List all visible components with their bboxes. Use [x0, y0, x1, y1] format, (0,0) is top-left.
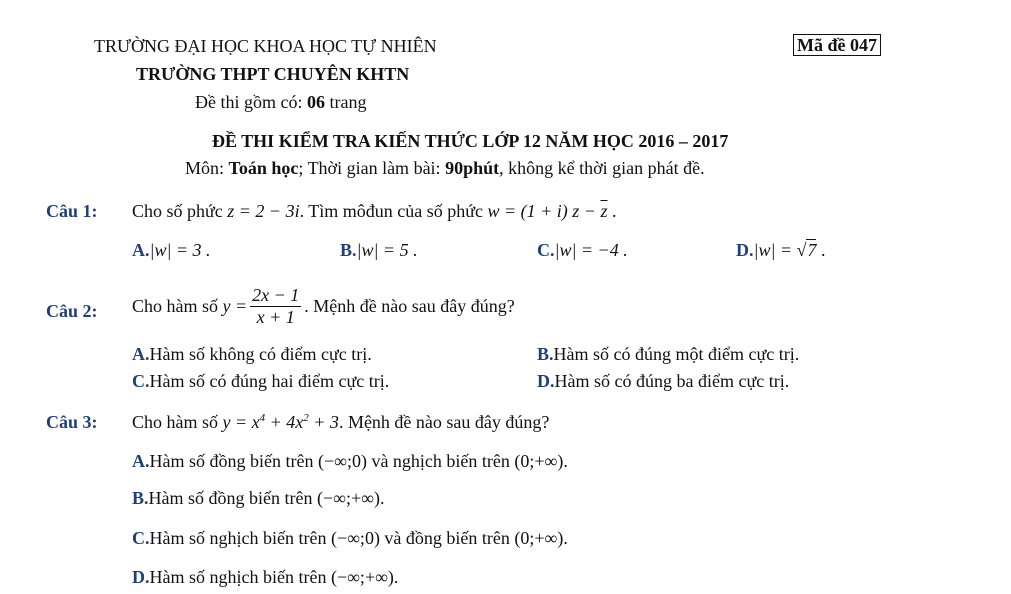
page-count-line: Đề thi gồm có: 06 trang: [195, 92, 367, 112]
school-name: TRƯỜNG THPT CHUYÊN KHTN: [136, 64, 410, 84]
q2-option-c[interactable]: C.Hàm số có đúng hai điểm cực trị.: [132, 371, 390, 391]
q3-option-c[interactable]: C.Hàm số nghịch biến trên (−∞;0) và đồng biến trên (0;+∞).: [132, 528, 568, 548]
question-2-label: Câu 2:: [46, 301, 98, 321]
exam-code: Mã đề 047: [793, 34, 881, 56]
question-3-text: Cho hàm số $y = x^4 + 4x^2 + 3$. Mệnh đề nào sau đây đúng?: [132, 412, 550, 432]
q1-option-a[interactable]: A.|w| = 3 .: [132, 240, 211, 260]
q1-option-b[interactable]: B.|w| = 5 .: [340, 240, 418, 260]
question-1-text: Cho số phức z = 2 − 3i. Tìm môđun của số phức w = (1 + i) $z - \overline{z}$ .: [132, 201, 617, 221]
q3-option-b[interactable]: B.Hàm số đồng biến trên (−∞;+∞).: [132, 488, 385, 508]
q1-option-d[interactable]: D.|w| = √7 .: [736, 240, 826, 260]
q2-option-a[interactable]: A.Hàm số không có điểm cực trị.: [132, 344, 372, 364]
exam-code-box: [793, 35, 881, 56]
q2-option-b[interactable]: B.Hàm số có đúng một điểm cực trị.: [537, 344, 800, 364]
q2-option-d[interactable]: D.Hàm số có đúng ba điểm cực trị.: [537, 371, 790, 391]
fraction: $\frac{2x - 1}{x + 1}$: [252, 285, 300, 327]
question-2-text: Cho hàm số y = $\frac{2x - 1}{x + 1}$ . Mệnh đề nào sau đây đúng?: [132, 285, 515, 327]
question-1-label: Câu 1:: [46, 201, 98, 221]
q1-option-c[interactable]: C.|w| = −4 .: [537, 240, 628, 260]
question-3-label: Câu 3:: [46, 412, 98, 432]
exam-title: ĐỀ THI KIỂM TRA KIẾN THỨC LỚP 12 NĂM HỌC 2016 – 2017: [212, 131, 729, 151]
subject-line: Môn: Toán học; Thời gian làm bài: 90phút, không kể thời gian phát đề.: [185, 158, 705, 178]
q3-option-a[interactable]: A.Hàm số đồng biến trên (−∞;0) và nghịch biến trên (0;+∞).: [132, 451, 568, 471]
q3-option-d[interactable]: D.Hàm số nghịch biến trên (−∞;+∞).: [132, 567, 399, 587]
university-name: TRƯỜNG ĐẠI HỌC KHOA HỌC TỰ NHIÊN: [94, 36, 437, 56]
